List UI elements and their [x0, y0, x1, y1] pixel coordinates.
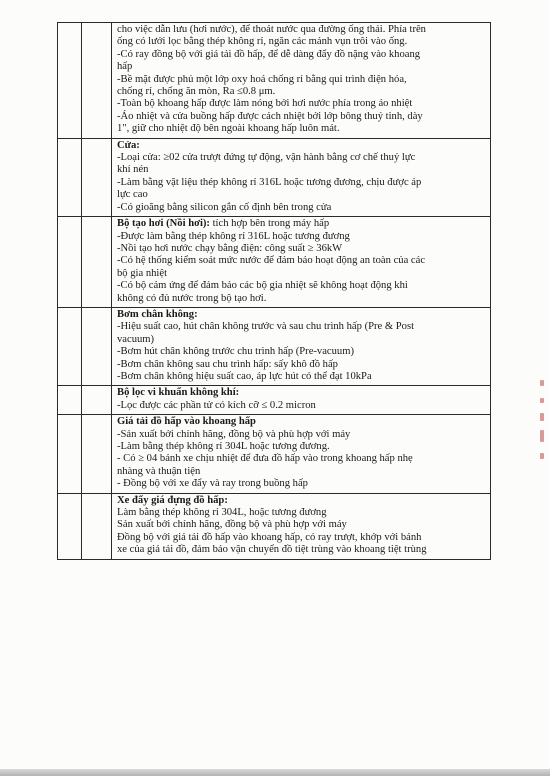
- spec-line: -Lọc được các phần tử có kích cỡ ≤ 0.2 micron: [117, 399, 316, 411]
- spec-line: chống rỉ, chống ăn mòn, Ra ≤0.8 μm.: [117, 86, 276, 98]
- spec-line: xe của giá tải đồ, đảm bảo vận chuyển đồ tiệt trùng vào khoang tiệt trùng: [117, 544, 427, 556]
- spec-line: vacuum): [117, 333, 155, 345]
- margin-mark: [540, 380, 544, 386]
- spec-row: [58, 386, 491, 415]
- spec-row: [58, 415, 491, 493]
- spec-cell: [112, 493, 491, 559]
- section-heading-rest: tích hợp bên trong máy hấp: [209, 218, 330, 230]
- spec-line: Làm bằng thép không rỉ 304L, hoặc tương đương: [117, 507, 327, 519]
- spec-row: [58, 138, 491, 216]
- spec-line: bộ gia nhiệt: [117, 267, 168, 279]
- spec-cell: [112, 23, 491, 139]
- spec-line: hấp: [117, 61, 133, 73]
- index-cell: [58, 307, 82, 385]
- item-cell: [82, 23, 112, 139]
- spec-line: - Có ≥ 04 bánh xe chịu nhiệt để đưa đồ hấp vào trong khoang hấp nhẹ: [117, 453, 413, 465]
- spec-line: -Làm bằng vật liệu thép không rỉ 316L hoặc tương đương, chịu được áp: [117, 176, 422, 188]
- spec-line: -Có hệ thống kiểm soát mức nước để đảm bảo hoạt động an toàn của các: [117, 255, 426, 267]
- index-cell: [58, 138, 82, 216]
- spec-line: cho việc dẫn lưu (hơi nước), để thoát nước qua đường ống thải. Phía trên: [117, 24, 426, 35]
- section-heading-line: [117, 218, 486, 230]
- spec-line: 1", giữ cho nhiệt độ bên ngoài khoang hấp luôn mát.: [117, 123, 340, 135]
- spec-line: -Được làm bằng thép không rỉ 316L hoặc tương đương: [117, 230, 350, 242]
- spec-line: nhàng và thuận tiện: [117, 465, 201, 477]
- spec-line: Đồng bộ với giá tải đồ hấp vào khoang hấp, có ray trượt, khớp với bánh: [117, 531, 422, 543]
- spec-line: -Áo nhiệt và cửa buồng hấp được cách nhiệt bởi lớp bông thuỷ tinh, dày: [117, 110, 423, 122]
- spec-line: -Có bộ cảm ứng để đảm bảo các bộ gia nhiệt sẽ không hoạt động khi: [117, 280, 408, 292]
- index-cell: [58, 217, 82, 308]
- margin-mark: [540, 413, 544, 421]
- spec-line: không có đủ nước trong bộ tạo hơi.: [117, 292, 267, 304]
- spec-cell: [112, 217, 491, 308]
- index-cell: [58, 493, 82, 559]
- spec-cell: [112, 386, 491, 415]
- item-cell: [82, 386, 112, 415]
- spec-cell: [112, 415, 491, 493]
- spec-line: -Bề mặt được phủ một lớp oxy hoá chống rỉ bằng qui trình điện hóa,: [117, 73, 407, 85]
- index-cell: [58, 23, 82, 139]
- spec-line: -Loại cửa: ≥02 cửa trượt đứng tự động, vận hành bằng cơ chế thuỷ lực: [117, 152, 416, 164]
- spec-line: -Sản xuất bởi chính hãng, đồng bộ và phù hợp với máy: [117, 428, 351, 440]
- spec-line: -Có gioăng bằng silicon gắn cố định bên trong cửa: [117, 201, 332, 213]
- spec-line: -Bơm chân không sau chu trình hấp: sấy khô đồ hấp: [117, 358, 338, 370]
- item-cell: [82, 493, 112, 559]
- section-heading: Giá tải đồ hấp vào khoang hấp: [117, 416, 256, 428]
- spec-line: -Có ray đồng bộ với giá tải đồ hấp, để dễ dàng đẩy đồ nặng vào khoang: [117, 48, 421, 60]
- margin-mark: [540, 398, 544, 403]
- spec-line: -Bơm hút chân không trước chu trình hấp (Pre-vacuum): [117, 346, 354, 358]
- spec-line: -Làm bằng thép không rỉ 304L hoặc tương đương.: [117, 441, 330, 452]
- section-heading: Bơm chân không:: [117, 308, 198, 320]
- item-cell: [82, 138, 112, 216]
- item-cell: [82, 217, 112, 308]
- spec-line: lực cao: [117, 189, 148, 201]
- section-heading: Xe đẩy giá đựng đồ hấp:: [117, 494, 228, 506]
- spec-row: [58, 307, 491, 385]
- spec-row: [58, 217, 491, 308]
- margin-mark: [540, 430, 544, 442]
- spec-line: -Toàn bộ khoang hấp được làm nóng bởi hơi nước phía trong áo nhiệt: [117, 98, 413, 110]
- margin-mark: [540, 453, 544, 459]
- scan-bottom-edge: [0, 769, 550, 776]
- section-heading: Bộ tạo hơi (Nồi hơi):: [117, 218, 210, 230]
- spec-row: [58, 23, 491, 139]
- spec-line: -Bơm chân không hiệu suất cao, áp lực hút có thể đạt 10kPa: [117, 370, 372, 382]
- spec-line: -Hiệu suất cao, hút chân không trước và sau chu trình hấp (Pre & Post: [117, 321, 415, 333]
- spec-row: [58, 493, 491, 559]
- spec-table-body: [58, 23, 491, 560]
- index-cell: [58, 386, 82, 415]
- item-cell: [82, 307, 112, 385]
- section-heading: Cửa:: [117, 139, 140, 151]
- spec-line: -Nồi tạo hơi nước chạy bằng điện: công suất ≥ 36kW: [117, 242, 343, 254]
- spec-line: khí nén: [117, 164, 149, 176]
- spec-line: Sản xuất bởi chính hãng, đồng bộ và phù hợp với máy: [117, 519, 347, 531]
- spec-line: ống có lưới lọc bằng thép không rỉ, ngăn các mảnh vụn trôi vào ống.: [117, 36, 408, 48]
- spec-table: [57, 22, 491, 560]
- section-heading: Bộ lọc vi khuẩn không khí:: [117, 387, 240, 399]
- spec-cell: [112, 138, 491, 216]
- spec-cell: [112, 307, 491, 385]
- spec-line: - Đồng bộ với xe đẩy và ray trong buồng hấp: [117, 478, 308, 490]
- item-cell: [82, 415, 112, 493]
- index-cell: [58, 415, 82, 493]
